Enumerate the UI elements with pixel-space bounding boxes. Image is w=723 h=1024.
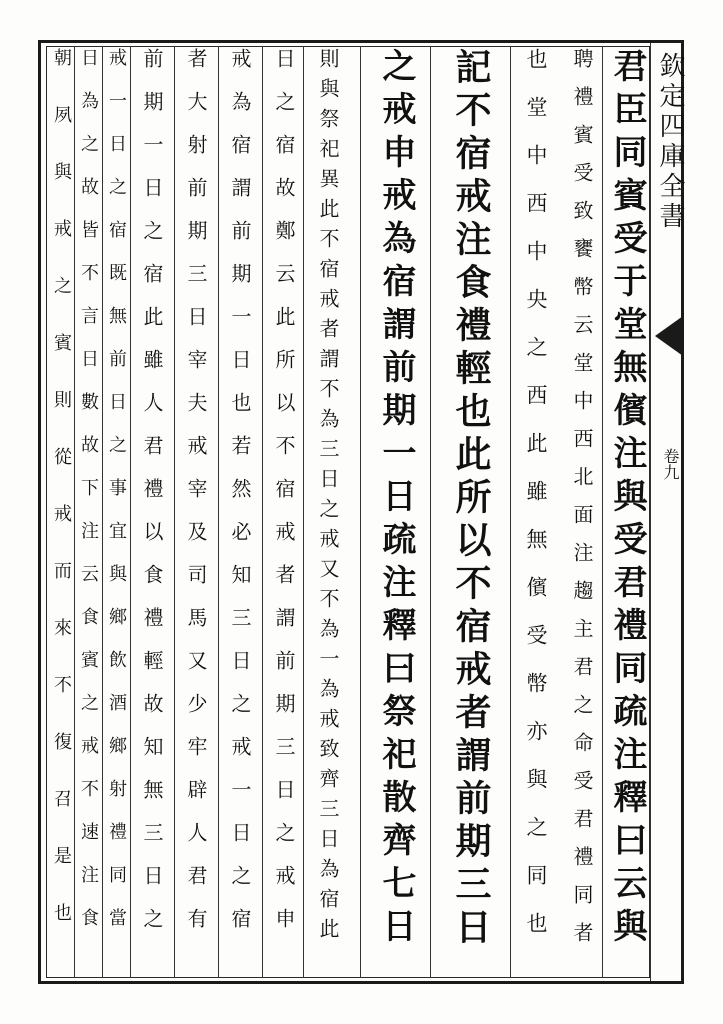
column-rule [430, 46, 431, 978]
column-rule [174, 46, 175, 978]
column-text: 日之宿故鄭云此所以不宿戒者謂前期三日之戒申 [272, 48, 296, 951]
column-text: 則與祭祀異此不宿戒者謂不為三日之戒又不為一為戒致齊三日為宿此 [316, 48, 340, 948]
column-text: 之戒申戒為宿謂前期一日疏注釋曰祭祀散齊七日 [376, 48, 416, 951]
volume-label: 卷九 [661, 448, 680, 480]
text-column [306, 48, 350, 974]
text-column [434, 48, 508, 974]
column-rule [102, 46, 103, 978]
text-column [560, 48, 604, 974]
text-column [74, 48, 102, 974]
column-text: 戒為宿謂前期一日也若然必知三日之戒一日之宿 [228, 48, 252, 951]
column-text: 者大射前期三日宰夫戒宰及司馬又少牢辟人君有 [184, 48, 208, 951]
column-rule [360, 46, 361, 978]
text-column [218, 48, 262, 974]
column-rule [262, 46, 263, 978]
text-column [130, 48, 174, 974]
column-rule [74, 46, 75, 978]
column-text: 前期一日之宿此雖人君禮以食禮輕故知無三日之 [140, 48, 164, 951]
text-column [514, 48, 558, 974]
text-column [262, 48, 306, 974]
text-column [102, 48, 130, 974]
column-text: 日為之故皆不言日數故下注云食賓之戒不速注食 [78, 48, 99, 951]
column-text: 君臣同賓受于堂無儐注與受君禮同疏注釋曰云與 [607, 48, 647, 951]
text-column [174, 48, 218, 974]
text-column [48, 48, 74, 974]
book-title: 欽定四庫全書 [655, 52, 685, 232]
column-text: 也堂中西中央之西此雖無儐受幣亦與之同也 [524, 48, 548, 960]
fold-mark-icon [655, 316, 683, 356]
text-column [364, 48, 428, 974]
column-rule [218, 46, 219, 978]
column-text: 戒一日之宿既無前日之事宜與鄉飲酒鄉射禮同當 [106, 48, 127, 951]
column-rule [510, 46, 511, 978]
text-column [606, 48, 648, 974]
column-text: 記不宿戒注食禮輕也此所以不宿戒者謂前期三日 [450, 48, 492, 951]
column-rule [130, 46, 131, 978]
column-text: 聘禮賓受致饔幣云堂中西北面注趨主君之命受君禮同者 [570, 48, 594, 960]
column-text: 朝夙與戒之賓則從戒而來不復召是也 [51, 48, 72, 960]
